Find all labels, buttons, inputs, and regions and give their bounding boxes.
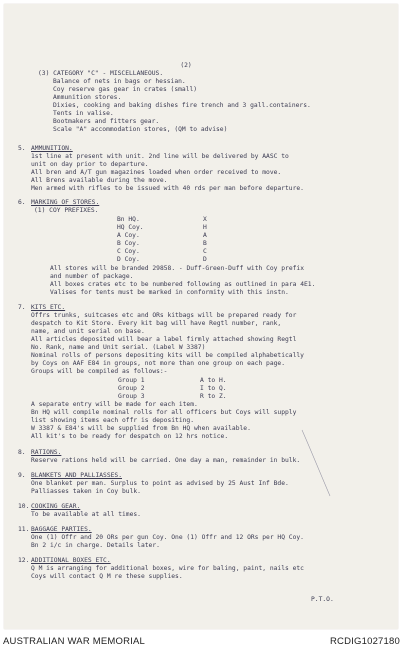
prefix-unit-6: D Coy. [117, 256, 140, 263]
section-7-line-3: name, and unit serial on base. [31, 328, 145, 335]
category-c-line-5: Tents in valise. [53, 110, 114, 117]
section-7-line-6: Nominal rolls of persons depositing kits will be compiled alphabetically [31, 352, 304, 359]
section-7-line-8: Groups will be compiled as follows:- [31, 368, 168, 375]
section-9-line-1: One blanket per man. Surplus to point as advised by 25 Aust Inf Bde. [31, 480, 289, 487]
category-c-line-6: Bootmakers and fitters gear. [53, 118, 160, 125]
section-12-number: 12. [18, 557, 30, 564]
category-c-heading: (3) CATEGORY "C" - MISCELLANEOUS. [38, 70, 164, 77]
section-11-number: 11. [18, 526, 30, 533]
prefix-unit-3: A Coy. [117, 232, 140, 239]
prefix-unit-5: C Coy. [117, 248, 140, 255]
prefix-unit-4: B Coy. [117, 240, 140, 247]
section-7-line-4: All articles deposited will bear a label firmly attached showing Regtl [31, 336, 297, 343]
section-9-heading: BLANKETS AND PALLIASSES. [31, 472, 122, 479]
section-12-heading: ADDITIONAL BOXES ETC. [31, 557, 111, 564]
section-7-line-2: despatch to Kit Store. Every kit bag will have Regtl number, rank, [31, 320, 282, 327]
group-3-range: R to Z. [200, 393, 227, 400]
section-12-line-2: Coys will contact Q M re these supplies. [31, 573, 183, 580]
prefix-code-4: B [203, 240, 207, 247]
section-10-line-1: To be available at all times. [31, 511, 141, 518]
category-c-line-2: Coy reserve gas gear in crates (small) [53, 86, 198, 93]
section-7-line-7: by Coys on AAF E84 in groups, not more than one group on each page. [31, 360, 286, 367]
section-7-line-5: No. Rank, name and Unit serial. (Label W 3387) [31, 344, 206, 351]
section-11-line-2: Bn 2 i/c in charge. Details later. [31, 542, 160, 549]
section-10-heading: COOKING GEAR. [31, 503, 81, 510]
section-9-number: 9. [18, 472, 26, 479]
section-7-line-13: All kit's to be ready for despatch on 12 hrs notice. [31, 433, 229, 440]
section-6-line-3: All boxes crates etc to be numbered following as outlined in para 4E1. [50, 281, 316, 288]
group-1-label: Group 1 [118, 377, 145, 384]
category-c-line-3: Ammunition stores. [53, 94, 122, 101]
section-6-heading: MARKING OF STORES. [31, 199, 100, 206]
section-9-line-2: Palliasses taken in Coy bulk. [31, 488, 141, 495]
prefix-code-2: H [203, 224, 207, 231]
section-6-line-1: All stores will be branded 29858. - Duff-Green-Duff with Coy prefix [50, 265, 305, 272]
section-6-number: 6. [18, 199, 26, 206]
pencil-mark-icon [300, 428, 332, 498]
section-10-number: 10. [18, 503, 30, 510]
page-number: (2) [180, 62, 192, 69]
archive-footer [0, 632, 404, 653]
section-5-number: 5. [18, 145, 26, 152]
section-5-line-4: All Brens available during the move. [31, 177, 168, 184]
footer-institution: AUSTRALIAN WAR MEMORIAL [3, 636, 146, 647]
prefix-code-6: D [203, 256, 207, 263]
section-8-line-1: Reserve rations held will be carried. One day a man, remainder in bulk. [31, 457, 301, 464]
prefix-unit-2: HQ Coy. [117, 224, 144, 231]
section-11-heading: BAGGAGE PARTIES. [31, 526, 92, 533]
prefix-code-1: X [203, 216, 207, 223]
section-5-line-5: Men armed with rifles to be issued with 40 rds per man before departure. [31, 185, 304, 192]
group-2-label: Group 2 [118, 385, 145, 392]
prefix-code-5: C [203, 248, 207, 255]
group-3-label: Group 3 [118, 393, 145, 400]
prefix-unit-1: Bn HQ. [117, 216, 140, 223]
category-c-line-1: Balance of nets in bags or hessian. [53, 78, 186, 85]
section-8-number: 8. [18, 449, 26, 456]
category-c-line-4: Dixies, cooking and baking dishes fire trench and 3 gall.containers. [53, 102, 311, 109]
footer-record-id: RCDIG1027180 [330, 636, 400, 647]
section-5-heading: AMMUNITION. [31, 145, 73, 152]
section-5-line-3: All bren and A/T gun magazines loaded when order received to move. [31, 169, 282, 176]
section-7-line-12: W 3387 & E84's will be supplied from Bn HQ when available. [31, 425, 251, 432]
group-1-range: A to H. [200, 377, 227, 384]
section-8-heading: RATIONS. [31, 449, 62, 456]
section-7-line-9: A separate entry will be made for each item. [31, 401, 198, 408]
group-2-range: I to Q. [200, 385, 227, 392]
section-7-number: 7. [18, 304, 26, 311]
section-7-line-11: list showing items each offr is depositing. [31, 417, 195, 424]
category-c-line-7: Scale "A" accommodation stores, (QM to advise) [53, 126, 228, 133]
section-5-line-2: unit on day prior to departure. [31, 161, 149, 168]
coy-prefixes-subheading: (1) COY PREFIXES. [34, 207, 99, 214]
section-7-line-1: Offrs trunks, suitcases etc and ORs kitbags will be prepared ready for [31, 312, 297, 319]
section-6-line-2: and number of package. [50, 273, 134, 280]
section-7-heading: KITS ETC. [31, 304, 66, 311]
prefix-code-3: A [203, 232, 207, 239]
section-11-line-1: One (1) Offr and 20 ORs per gun Coy. One (1) Offr and 12 ORs per HQ Coy. [31, 534, 304, 541]
section-6-line-4: Valises for tents must be marked in conformity with this instn. [50, 289, 289, 296]
section-7-line-10: Bn HQ will compile nominal rolls for all officers but Coys will supply [31, 409, 297, 416]
section-5-line-1: 1st line at present with unit. 2nd line will be delivered by AASC to [31, 153, 289, 160]
pto-note: P.T.O. [311, 596, 334, 603]
section-12-line-1: Q M is arranging for additional boxes, wire for baling, paint, nails etc [31, 565, 304, 572]
